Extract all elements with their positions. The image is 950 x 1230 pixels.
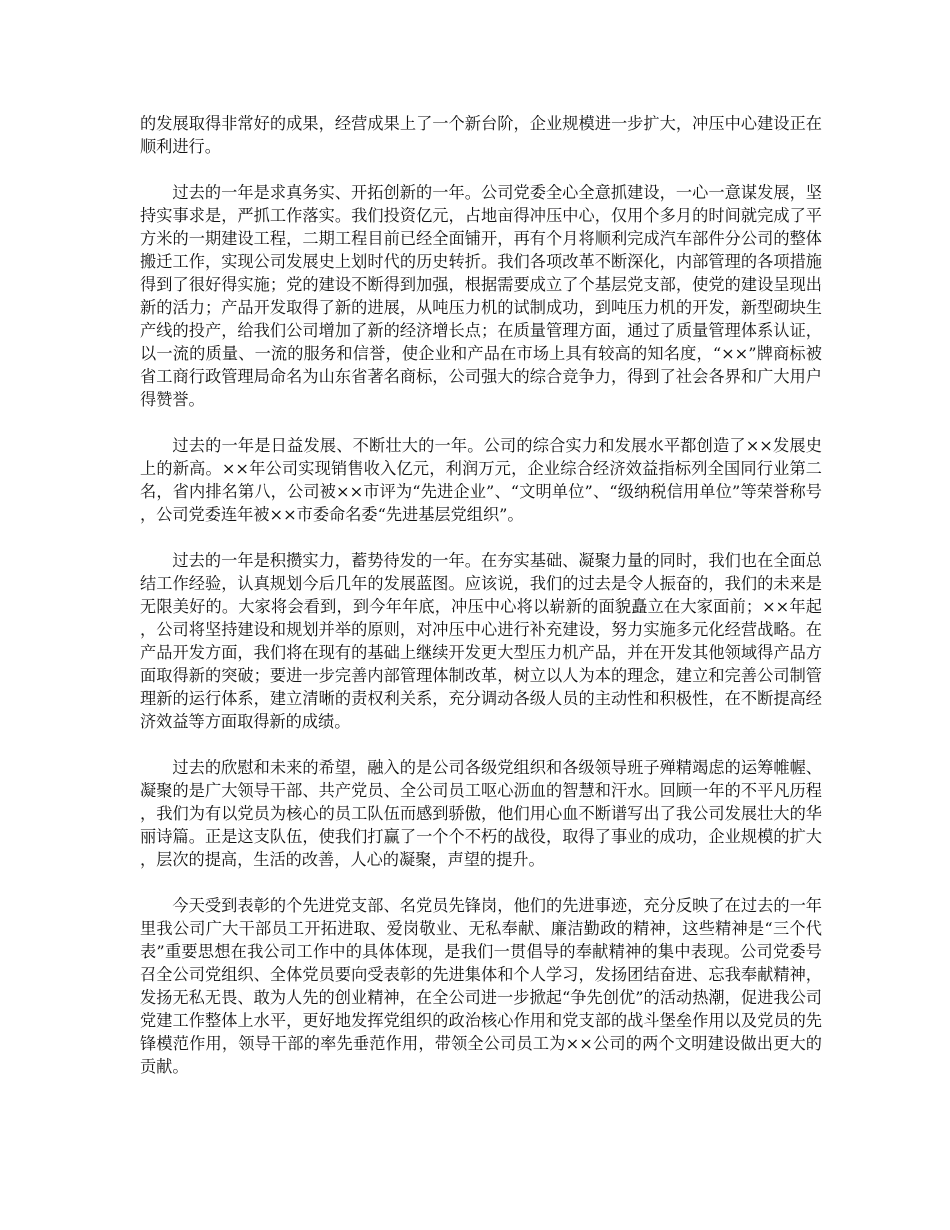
document-page xyxy=(140,112,822,1101)
paragraph-reform-and-innovation: 过去的一年是求真务实、开拓创新的一年。公司党委全心全意抓建设，一心一意谋发展，坚持实事求是，严抓工作落实。我们投资亿元，占地亩得冲压中心，仅用个多月的时间就完成了平方米的一期建设工程，二期工程目前已经全面铺开，再有个月将顺利完成汽车部件分公司的整体搬迁工作，实现公司发展史上划时代的历史转折。我们各项改革不断深化，内部管理的各项措施得到了很好得实施；党的建设不断得到加强，根据需要成立了个基层党支部，使党的建设呈现出新的活力；产品开发取得了新的进展，从吨压力机的试制成功，到吨压力机的开发，新型砌块生产线的投产，给我们公司增加了新的经济增长点；在质量管理方面，通过了质量管理体系认证，以一流的质量、一流的服务和信誉，使企业和产品在市场上具有较高的知名度，“××”牌商标被省工商行政管理局命名为山东省著名商标，公司强大的综合竞争力，得到了社会各界和广大用户得赞誉。 xyxy=(140,183,822,409)
paragraph-commendation: 今天受到表彰的个先进党支部、名党员先锋岗，他们的先进事迹，充分反映了在过去的一年里我公司广大干部员工开拓进取、爱岗敬业、无私奉献、廉洁勤政的精神，这些精神是“三个代表”重要思想在我公司工作中的具体体现，是我们一贯倡导的奉献精神的集中表现。公司党委号召全公司党组织、全体党员要向受表彰的先进集体和个人学习，发扬团结奋进、忘我奉献精神，发扬无私无畏、敢为人先的创业精神，在全公司进一步掀起“争先创优”的活动热潮，促进我公司党建工作整体上水平，更好地发挥党组织的政治核心作用和党支部的战斗堡垒作用以及党员的先锋模范作用，领导干部的率先垂范作用，带领全公司员工为××公司的两个文明建设做出更大的贡献。 xyxy=(140,896,822,1076)
paragraph-growth: 过去的一年是日益发展、不断壮大的一年。公司的综合实力和发展水平都创造了××发展史上的新高。××年公司实现销售收入亿元，利润万元，企业综合经济效益指标列全国同行业第二名，省内排名第八，公司被××市评为“先进企业”、“文明单位”、“级纳税信用单位”等荣誉称号，公司党委连年被××市委命名委“先进基层党组织”。 xyxy=(140,436,822,524)
paragraph-continuation: 的发展取得非常好的成果，经营成果上了一个新台阶，企业规模进一步扩大，冲压中心建设正在顺利进行。 xyxy=(140,114,822,156)
paragraph-accumulating-strength: 过去的一年是积攒实力，蓄势待发的一年。在夯实基础、凝聚力量的同时，我们也在全面总结工作经验，认真规划今后几年的发展蓝图。应该说，我们的过去是令人振奋的，我们的未来是无限美好的。大家将会看到，到今年年底，冲压中心将以崭新的面貌矗立在大家面前；××年起，公司将坚持建设和规划并举的原则，对冲压中心进行补充建设，努力实施多元化经营战略。在产品开发方面，我们将在现有的基础上继续开发更大型压力机产品，并在开发其他领域得产品方面取得新的突破；要进一步完善内部管理体制改革，树立以人为本的理念，建立和完善公司制管理新的运行体系，建立清晰的责权利关系，充分调动各级人员的主动性和积极性，在不断提高经济效益等方面取得新的成绩。 xyxy=(140,551,822,731)
paragraph-gratitude: 过去的欣慰和未来的希望，融入的是公司各级党组织和各级领导班子殚精竭虑的运筹帷幄、凝聚的是广大领导干部、共产党员、全公司员工呕心沥血的智慧和汗水。回顾一年的不平凡历程，我们为有以党员为核心的员工队伍而感到骄傲，他们用心血不断谱写出了我公司发展壮大的华丽诗篇。正是这支队伍，使我们打赢了一个个不朽的战役，取得了事业的成功，企业规模的扩大，层次的提高，生活的改善，人心的凝聚，声望的提升。 xyxy=(140,758,822,869)
